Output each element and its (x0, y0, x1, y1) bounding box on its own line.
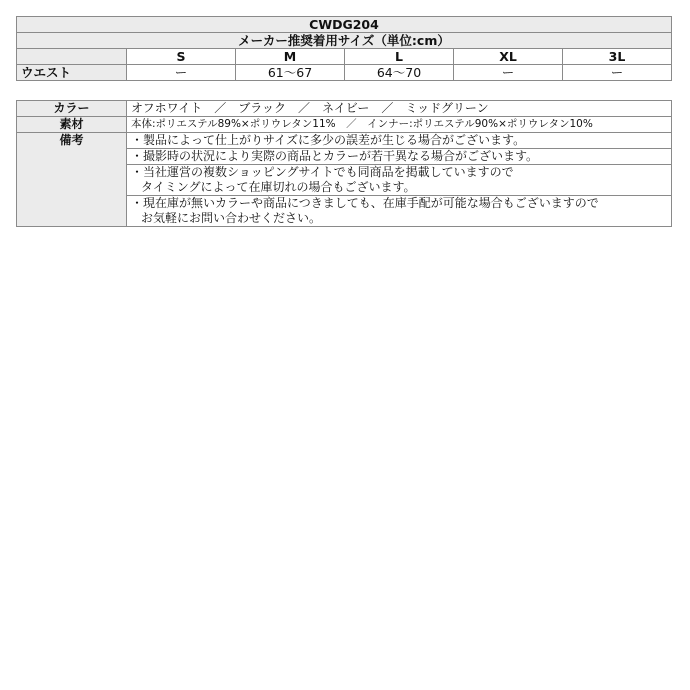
material-row (17, 117, 672, 133)
corner-cell (17, 49, 127, 65)
spec-table (16, 100, 672, 227)
waist-row (17, 65, 672, 81)
note-text: ・製品によって仕上がりサイズに多少の誤差が生じる場合がございます。 (131, 133, 526, 147)
waist-value-3l: ー (563, 65, 672, 81)
notes-label: 備考 (17, 133, 127, 227)
color-label: カラー (17, 101, 127, 117)
note-text-continued: タイミングによって在庫切れの場合もございます。 (141, 180, 416, 194)
note-item (127, 165, 672, 196)
size-header-m: M (236, 49, 345, 65)
notes-row-1 (17, 133, 672, 149)
color-row (17, 101, 672, 117)
size-header-s: S (127, 49, 236, 65)
note-item (127, 149, 672, 165)
model-number: CWDG204 (17, 17, 672, 33)
material-label: 素材 (17, 117, 127, 133)
note-item (127, 133, 672, 149)
waist-label: ウエスト (17, 65, 127, 81)
note-text: ・撮影時の状況により実際の商品とカラーが若干異なる場合がございます。 (131, 149, 539, 163)
size-header-xl: XL (454, 49, 563, 65)
size-header-l: L (345, 49, 454, 65)
note-text-continued: お気軽にお問い合わせください。 (141, 211, 322, 225)
waist-value-s: ー (127, 65, 236, 81)
waist-value-m: 61～67 (236, 65, 345, 81)
note-text: ・当社運営の複数ショッピングサイトでも同商品を掲載していますので (131, 165, 514, 179)
size-header-3l: 3L (563, 49, 672, 65)
note-item (127, 196, 672, 227)
size-header-row (17, 49, 672, 65)
waist-value-l: 64～70 (345, 65, 454, 81)
waist-value-xl: ー (454, 65, 563, 81)
material-value: 本体:ポリエステル89%×ポリウレタン11% ／ インナー:ポリエステル90%×ポリウレタン10% (127, 117, 672, 133)
note-text: ・現在庫が無いカラーや商品につきましても、在庫手配が可能な場合もございますので (131, 196, 599, 210)
size-chart-title: メーカー推奨着用サイズ（単位:cm） (17, 33, 672, 49)
color-value: オフホワイト ／ ブラック ／ ネイビー ／ ミッドグリーン (127, 101, 672, 117)
size-chart-table (16, 16, 672, 81)
